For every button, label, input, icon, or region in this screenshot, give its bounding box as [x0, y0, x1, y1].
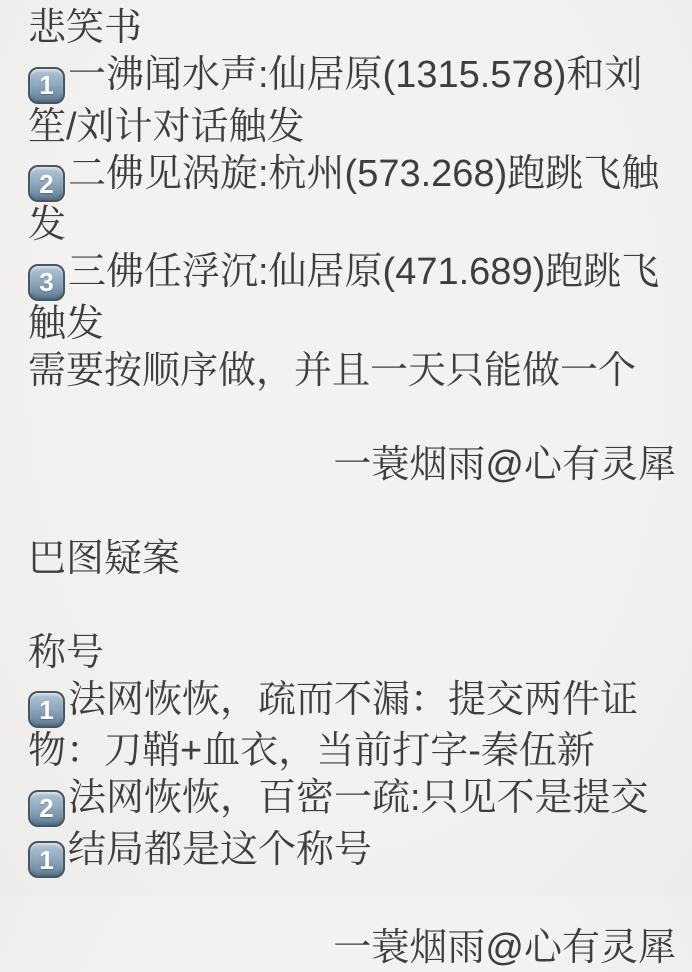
item-text: 法网恢恢，疏而不漏：提交两件证物：刀鞘+血衣，当前打字-秦伍新	[28, 679, 638, 773]
keycap-1-badge: 1	[28, 67, 65, 104]
note-line: 需要按顺序做，并且一天只能做一个	[28, 348, 688, 395]
section-beixiaoshu	[28, 5, 688, 489]
keycap-3-badge: 3	[28, 264, 65, 301]
keycap-1-badge: 1	[28, 691, 65, 728]
section-batu-yian	[28, 536, 688, 972]
quest-list	[28, 52, 688, 348]
item-text: 一沸闻水声:仙居原(1315.578)和刘笙/刘计对话触发	[28, 54, 642, 148]
list-item	[28, 677, 688, 776]
author-signature: 一蓑烟雨@心有灵犀	[28, 925, 688, 972]
section-title: 巴图疑案	[28, 536, 688, 583]
author-signature: 一蓑烟雨@心有灵犀	[28, 442, 688, 489]
list-item	[28, 52, 688, 151]
section-title: 悲笑书	[28, 5, 688, 52]
item-text: 三佛任浮沉:仙居原(471.689)跑跳飞触发	[28, 251, 659, 345]
list-item	[28, 775, 688, 878]
item-text: 结局都是这个称号	[68, 829, 372, 871]
section-subtitle: 称号	[28, 630, 688, 677]
title-list	[28, 677, 688, 879]
keycap-2-badge: 2	[28, 165, 65, 202]
keycap-1-badge: 1	[28, 841, 65, 878]
list-item	[28, 249, 688, 348]
item-text: 二佛见涡旋:杭州(573.268)跑跳飞触发	[28, 153, 659, 247]
item-text: 法网恢恢，百密一疏:只见不是提交	[68, 777, 649, 819]
keycap-2-badge: 2	[28, 790, 65, 827]
list-item	[28, 151, 688, 250]
